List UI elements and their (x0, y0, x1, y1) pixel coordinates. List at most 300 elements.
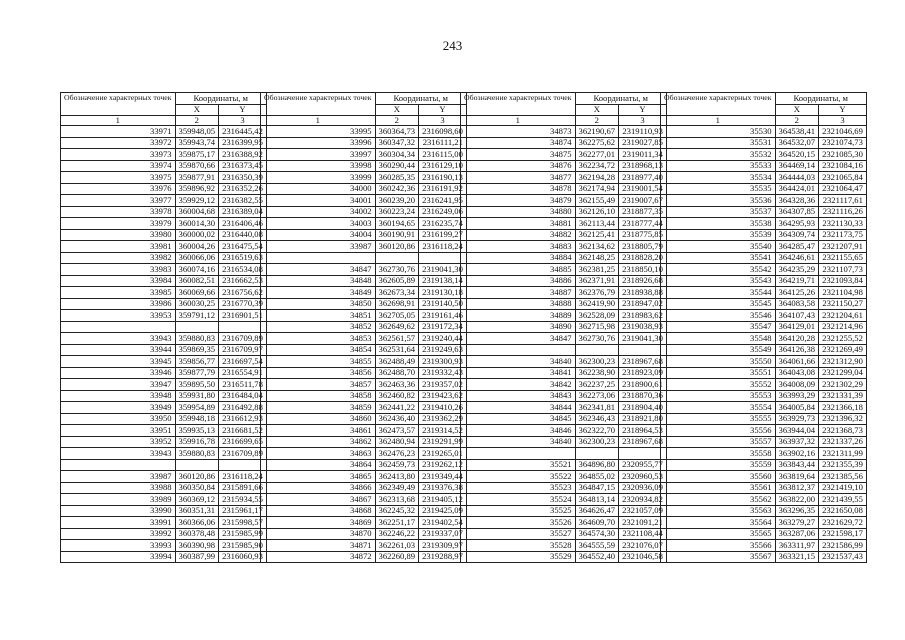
point-id-cell: 35526 (461, 517, 576, 529)
x-coordinate-cell: 363937,32 (775, 436, 819, 448)
y-coordinate-cell: 2315985,99 (219, 528, 267, 540)
table-row (661, 149, 867, 161)
table-row (461, 252, 667, 264)
y-coordinate-cell: 2321130,33 (819, 218, 867, 230)
point-id-cell: 34875 (461, 149, 576, 161)
table-row (461, 448, 667, 460)
y-coordinate-cell: 2316199,27 (419, 229, 467, 241)
y-coordinate-cell: 2319138,14 (419, 275, 467, 287)
x-coordinate-cell: 363929,73 (775, 413, 819, 425)
x-coordinate-cell: 362561,57 (375, 333, 419, 345)
table-row (261, 252, 467, 264)
table-row (261, 344, 467, 356)
y-coordinate-cell: 2316484,04 (219, 390, 267, 402)
header-row (461, 93, 667, 105)
point-id-cell: 33945 (61, 356, 176, 368)
point-id-cell: 35541 (661, 252, 776, 264)
table-row (661, 482, 867, 494)
y-header: Y (819, 104, 867, 116)
y-coordinate-cell: 2319425,09 (419, 505, 467, 517)
x-coordinate-cell: 362436,40 (375, 413, 419, 425)
table-row (61, 540, 267, 552)
x-coordinate-cell: 362441,22 (375, 402, 419, 414)
point-id-cell: 35550 (661, 356, 776, 368)
point-id-cell: 34881 (461, 218, 576, 230)
x-coordinate-cell: 362371,91 (575, 275, 619, 287)
y-coordinate-cell: 2321366,18 (819, 402, 867, 414)
y-coordinate-cell: 2321255,52 (819, 333, 867, 345)
point-id-cell: 34888 (461, 298, 576, 310)
table-row (61, 321, 267, 333)
table-row (461, 402, 667, 414)
y-coordinate-cell: 2315961,17 (219, 505, 267, 517)
x-coordinate-cell: 363296,35 (775, 505, 819, 517)
x-coordinate-cell: 362349,49 (375, 482, 419, 494)
y-coordinate-cell: 2319038,93 (619, 321, 667, 333)
x-coordinate-cell: 364552,40 (575, 551, 619, 563)
point-id-cell: 34847 (461, 333, 576, 345)
x-coordinate-cell: 362381,25 (575, 264, 619, 276)
point-id-cell: 34850 (261, 298, 376, 310)
table-row (261, 264, 467, 276)
y-coordinate-cell: 2321064,47 (819, 183, 867, 195)
x-coordinate-cell: 362155,49 (575, 195, 619, 207)
point-id-cell: 33981 (61, 241, 176, 253)
point-id-cell (461, 448, 576, 460)
y-coordinate-cell: 2319291,99 (419, 436, 467, 448)
point-id-cell: 34869 (261, 517, 376, 529)
y-coordinate-cell: 2318828,20 (619, 252, 667, 264)
y-coordinate-cell: 2316445,42 (219, 126, 267, 138)
coordinates-header: Координаты, м (775, 93, 866, 105)
coordinate-table-3 (460, 92, 667, 563)
point-id-cell: 33986 (61, 298, 176, 310)
y-coordinate-cell: 2319349,44 (419, 471, 467, 483)
point-id-cell: 35551 (661, 367, 776, 379)
x-coordinate-cell: 364083,58 (775, 298, 819, 310)
table-row (661, 195, 867, 207)
x-coordinate-cell: 364532,07 (775, 137, 819, 149)
x-coordinate-cell: 359931,80 (175, 390, 219, 402)
point-id-cell: 35538 (661, 218, 776, 230)
x-coordinate-cell: 362476,23 (375, 448, 419, 460)
column-number: 2 (175, 116, 219, 126)
table-row (461, 459, 667, 471)
column-number-row (461, 116, 667, 126)
table-row (261, 505, 467, 517)
table-row (461, 390, 667, 402)
y-coordinate-cell: 2316554,91 (219, 367, 267, 379)
point-id-cell: 34845 (461, 413, 576, 425)
point-id-cell: 33998 (261, 160, 376, 172)
x-coordinate-cell: 362698,91 (375, 298, 419, 310)
point-id-cell: 34868 (261, 505, 376, 517)
x-coordinate-cell: 362459,73 (375, 459, 419, 471)
x-coordinate-cell: 359880,83 (175, 333, 219, 345)
x-coordinate-cell: 362730,76 (575, 333, 619, 345)
table-row (261, 482, 467, 494)
table-row (661, 471, 867, 483)
point-id-cell: 34003 (261, 218, 376, 230)
point-id-cell: 33988 (61, 482, 176, 494)
x-coordinate-cell: 360350,84 (175, 482, 219, 494)
point-id-cell: 33994 (61, 551, 176, 563)
table-row (61, 275, 267, 287)
point-designation-header: Обозначение характерных точек (461, 93, 576, 116)
point-id-cell: 34840 (461, 436, 576, 448)
column-number: 1 (261, 116, 376, 126)
y-coordinate-cell: 2316697,54 (219, 356, 267, 368)
point-id-cell: 34842 (461, 379, 576, 391)
point-id-cell: 35567 (661, 551, 776, 563)
table-row (61, 459, 267, 471)
y-coordinate-cell: 2319262,12 (419, 459, 467, 471)
table-row (61, 172, 267, 184)
point-id-cell: 34852 (261, 321, 376, 333)
x-coordinate-cell: 360082,51 (175, 275, 219, 287)
y-coordinate-cell: 2318850,10 (619, 264, 667, 276)
table-row (61, 298, 267, 310)
point-id-cell: 35560 (661, 471, 776, 483)
y-coordinate-cell: 2316098,60 (419, 126, 467, 138)
coordinate-table-4 (660, 92, 867, 563)
point-id-cell: 33948 (61, 390, 176, 402)
point-id-cell: 35548 (661, 333, 776, 345)
column-number-row (661, 116, 867, 126)
table-row (61, 482, 267, 494)
table-row (461, 321, 667, 333)
y-coordinate-cell: 2319376,38 (419, 482, 467, 494)
x-coordinate-cell: 362190,67 (575, 126, 619, 138)
column-number: 2 (375, 116, 419, 126)
point-id-cell: 34871 (261, 540, 376, 552)
x-coordinate-cell: 359869,35 (175, 344, 219, 356)
table-row (261, 241, 467, 253)
x-coordinate-cell: 364855,02 (575, 471, 619, 483)
x-coordinate-cell: 359916,78 (175, 436, 219, 448)
table-row (461, 149, 667, 161)
point-id-cell: 34854 (261, 344, 376, 356)
table-row (261, 310, 467, 322)
point-id-cell: 35552 (661, 379, 776, 391)
y-coordinate-cell: 2321214,96 (819, 321, 867, 333)
point-id-cell: 35542 (661, 264, 776, 276)
table-row (461, 379, 667, 391)
table-row (61, 183, 267, 195)
x-coordinate-cell: 363993,29 (775, 390, 819, 402)
table-row (61, 218, 267, 230)
point-id-cell: 34841 (461, 367, 576, 379)
y-coordinate-cell: 2318877,35 (619, 206, 667, 218)
point-id-cell: 33975 (61, 172, 176, 184)
point-id-cell: 34863 (261, 448, 376, 460)
table-row (461, 505, 667, 517)
point-id-cell: 34878 (461, 183, 576, 195)
point-id-cell: 34889 (461, 310, 576, 322)
table-row (61, 333, 267, 345)
table-row (661, 459, 867, 471)
point-id-cell: 35527 (461, 528, 576, 540)
column-number: 3 (819, 116, 867, 126)
y-coordinate-cell: 2316115,00 (419, 149, 467, 161)
table-row (61, 390, 267, 402)
table-row (261, 137, 467, 149)
y-coordinate-cell: 2316191,92 (419, 183, 467, 195)
point-id-cell: 33950 (61, 413, 176, 425)
y-coordinate-cell: 2318904,40 (619, 402, 667, 414)
y-coordinate-cell: 2321204,61 (819, 310, 867, 322)
point-id-cell: 34858 (261, 390, 376, 402)
point-id-cell: 34843 (461, 390, 576, 402)
table-row (661, 436, 867, 448)
coordinate-table-1 (60, 92, 267, 563)
x-coordinate-cell: 362300,23 (575, 436, 619, 448)
y-coordinate-cell: 2315985,90 (219, 540, 267, 552)
table-row (661, 275, 867, 287)
x-coordinate-cell: 359948,05 (175, 126, 219, 138)
x-coordinate-cell: 360239,20 (375, 195, 419, 207)
x-coordinate-cell: 359875,17 (175, 149, 219, 161)
table-row (461, 160, 667, 172)
coordinates-header: Координаты, м (575, 93, 666, 105)
table-row (461, 425, 667, 437)
y-coordinate-cell: 2321302,29 (819, 379, 867, 391)
table-row (61, 287, 267, 299)
x-coordinate-cell: 359791,12 (175, 310, 219, 322)
y-coordinate-cell: 2321107,73 (819, 264, 867, 276)
x-coordinate-cell: 362113,44 (575, 218, 619, 230)
y-coordinate-cell: 2319300,93 (419, 356, 467, 368)
x-coordinate-cell: 364555,59 (575, 540, 619, 552)
point-id-cell: 35528 (461, 540, 576, 552)
x-coordinate-cell: 364896,80 (575, 459, 619, 471)
y-coordinate-cell: 2321074,73 (819, 137, 867, 149)
point-id-cell: 33943 (61, 333, 176, 345)
point-id-cell: 35537 (661, 206, 776, 218)
x-coordinate-cell: 362705,05 (375, 310, 419, 322)
table-row (61, 229, 267, 241)
point-id-cell: 33990 (61, 505, 176, 517)
y-coordinate-cell: 2319172,34 (419, 321, 467, 333)
x-coordinate-cell: 363819,64 (775, 471, 819, 483)
point-id-cell: 35554 (661, 402, 776, 414)
x-coordinate-cell: 362273,06 (575, 390, 619, 402)
table-row (661, 540, 867, 552)
x-coordinate-cell: 362313,68 (375, 494, 419, 506)
table-row (461, 241, 667, 253)
x-coordinate-cell: 364444,03 (775, 172, 819, 184)
table-row (261, 160, 467, 172)
table-row (661, 344, 867, 356)
y-coordinate-cell: 2321537,43 (819, 551, 867, 563)
table-row (61, 206, 267, 218)
x-coordinate-cell: 364626,47 (575, 505, 619, 517)
x-coordinate-cell: 362673,34 (375, 287, 419, 299)
x-coordinate-cell: 359856,77 (175, 356, 219, 368)
y-coordinate-cell: 2319357,02 (419, 379, 467, 391)
point-id-cell: 35533 (661, 160, 776, 172)
x-coordinate-cell: 364246,61 (775, 252, 819, 264)
table-row (61, 160, 267, 172)
point-id-cell: 35521 (461, 459, 576, 471)
x-coordinate-cell: 362275,62 (575, 137, 619, 149)
point-id-cell: 34866 (261, 482, 376, 494)
y-coordinate-cell: 2316382,55 (219, 195, 267, 207)
point-id-cell: 34857 (261, 379, 376, 391)
point-id-cell: 34873 (461, 126, 576, 138)
table-row (261, 436, 467, 448)
x-coordinate-cell: 359929,12 (175, 195, 219, 207)
x-coordinate-cell: 362238,90 (575, 367, 619, 379)
point-id-cell: 34002 (261, 206, 376, 218)
table-row (61, 126, 267, 138)
table-row (461, 183, 667, 195)
x-coordinate-cell: 359880,83 (175, 448, 219, 460)
y-coordinate-cell: 2318923,09 (619, 367, 667, 379)
point-id-cell: 34865 (261, 471, 376, 483)
x-coordinate-cell: 362237,25 (575, 379, 619, 391)
x-coordinate-cell: 360120,86 (175, 471, 219, 483)
table-row (261, 218, 467, 230)
x-coordinate-cell: 362605,89 (375, 275, 419, 287)
x-coordinate-cell: 363812,37 (775, 482, 819, 494)
x-coordinate-cell: 359943,74 (175, 137, 219, 149)
x-coordinate-cell: 359935,13 (175, 425, 219, 437)
table-row (661, 505, 867, 517)
point-id-cell: 35543 (661, 275, 776, 287)
table-row (261, 425, 467, 437)
x-coordinate-cell: 360351,31 (175, 505, 219, 517)
table-row (661, 448, 867, 460)
y-coordinate-cell: 2321311,99 (819, 448, 867, 460)
table-row (261, 206, 467, 218)
table-row (261, 356, 467, 368)
point-id-cell: 33951 (61, 425, 176, 437)
point-id-cell: 33946 (61, 367, 176, 379)
point-id-cell: 35549 (661, 344, 776, 356)
x-coordinate-cell: 362473,57 (375, 425, 419, 437)
point-id-cell: 35544 (661, 287, 776, 299)
table-row (61, 137, 267, 149)
table-row (261, 448, 467, 460)
point-id-cell: 35563 (661, 505, 776, 517)
point-id-cell: 35556 (661, 425, 776, 437)
point-id-cell: 35525 (461, 505, 576, 517)
point-id-cell: 33976 (61, 183, 176, 195)
table-row (661, 310, 867, 322)
point-id-cell: 35539 (661, 229, 776, 241)
y-coordinate-cell: 2318938,88 (619, 287, 667, 299)
y-header: Y (419, 104, 467, 116)
y-coordinate-cell: 2319410,26 (419, 402, 467, 414)
x-coordinate-cell: 362528,09 (575, 310, 619, 322)
x-coordinate-cell: 363279,27 (775, 517, 819, 529)
table-row (461, 540, 667, 552)
point-id-cell (61, 321, 176, 333)
column-number-row (261, 116, 467, 126)
x-header: X (375, 104, 419, 116)
x-coordinate-cell: 359948,18 (175, 413, 219, 425)
table-row (661, 298, 867, 310)
table-row (261, 471, 467, 483)
table-row (661, 218, 867, 230)
point-id-cell: 33989 (61, 494, 176, 506)
table-row (61, 344, 267, 356)
x-coordinate-cell: 362346,43 (575, 413, 619, 425)
table-row (261, 494, 467, 506)
y-coordinate-cell: 2318870,36 (619, 390, 667, 402)
point-id-cell: 35555 (661, 413, 776, 425)
point-id-cell: 35530 (661, 126, 776, 138)
x-coordinate-cell: 362419,90 (575, 298, 619, 310)
table-row (61, 471, 267, 483)
y-coordinate-cell: 2321057,09 (619, 505, 667, 517)
x-coordinate-cell: 362125,41 (575, 229, 619, 241)
point-id-cell: 33995 (261, 126, 376, 138)
x-coordinate-cell: 362460,82 (375, 390, 419, 402)
y-coordinate-cell: 2321439,55 (819, 494, 867, 506)
column-number: 2 (575, 116, 619, 126)
x-coordinate-cell: 362234,72 (575, 160, 619, 172)
point-id-cell: 34885 (461, 264, 576, 276)
x-coordinate-cell: 364813,14 (575, 494, 619, 506)
table-row (61, 505, 267, 517)
x-coordinate-cell: 364005,84 (775, 402, 819, 414)
x-coordinate-cell: 360347,32 (375, 137, 419, 149)
x-coordinate-cell: 362134,62 (575, 241, 619, 253)
y-coordinate-cell: 2316190,13 (419, 172, 467, 184)
x-coordinate-cell: 360190,91 (375, 229, 419, 241)
table-row (461, 206, 667, 218)
x-coordinate-cell: 363287,06 (775, 528, 819, 540)
y-coordinate-cell: 2321104,98 (819, 287, 867, 299)
table-row (261, 459, 467, 471)
table-row (261, 298, 467, 310)
point-id-cell: 34862 (261, 436, 376, 448)
x-coordinate-cell (175, 321, 219, 333)
x-coordinate-cell: 362463,36 (375, 379, 419, 391)
point-id-cell: 35557 (661, 436, 776, 448)
point-id-cell: 35547 (661, 321, 776, 333)
table-row (261, 275, 467, 287)
y-coordinate-cell: 2316756,62 (219, 287, 267, 299)
table-row (661, 551, 867, 563)
x-coordinate-cell: 360066,06 (175, 252, 219, 264)
y-coordinate-cell: 2318977,40 (619, 172, 667, 184)
point-id-cell: 33978 (61, 206, 176, 218)
x-coordinate-cell (575, 448, 619, 460)
y-coordinate-cell: 2316612,93 (219, 413, 267, 425)
y-coordinate-cell: 2318926,68 (619, 275, 667, 287)
table-row (61, 367, 267, 379)
table-row (61, 264, 267, 276)
table-row (261, 321, 467, 333)
y-header: Y (619, 104, 667, 116)
table-row (261, 402, 467, 414)
x-coordinate-cell: 359954,89 (175, 402, 219, 414)
x-coordinate-cell: 359877,91 (175, 172, 219, 184)
point-id-cell: 34874 (461, 137, 576, 149)
table-row (661, 413, 867, 425)
point-id-cell: 34853 (261, 333, 376, 345)
table-row (261, 390, 467, 402)
header-row (261, 93, 467, 105)
x-coordinate-cell: 363321,15 (775, 551, 819, 563)
y-coordinate-cell: 2316388,92 (219, 149, 267, 161)
x-coordinate-cell: 362715,98 (575, 321, 619, 333)
y-coordinate-cell: 2321085,30 (819, 149, 867, 161)
point-id-cell: 34884 (461, 252, 576, 264)
